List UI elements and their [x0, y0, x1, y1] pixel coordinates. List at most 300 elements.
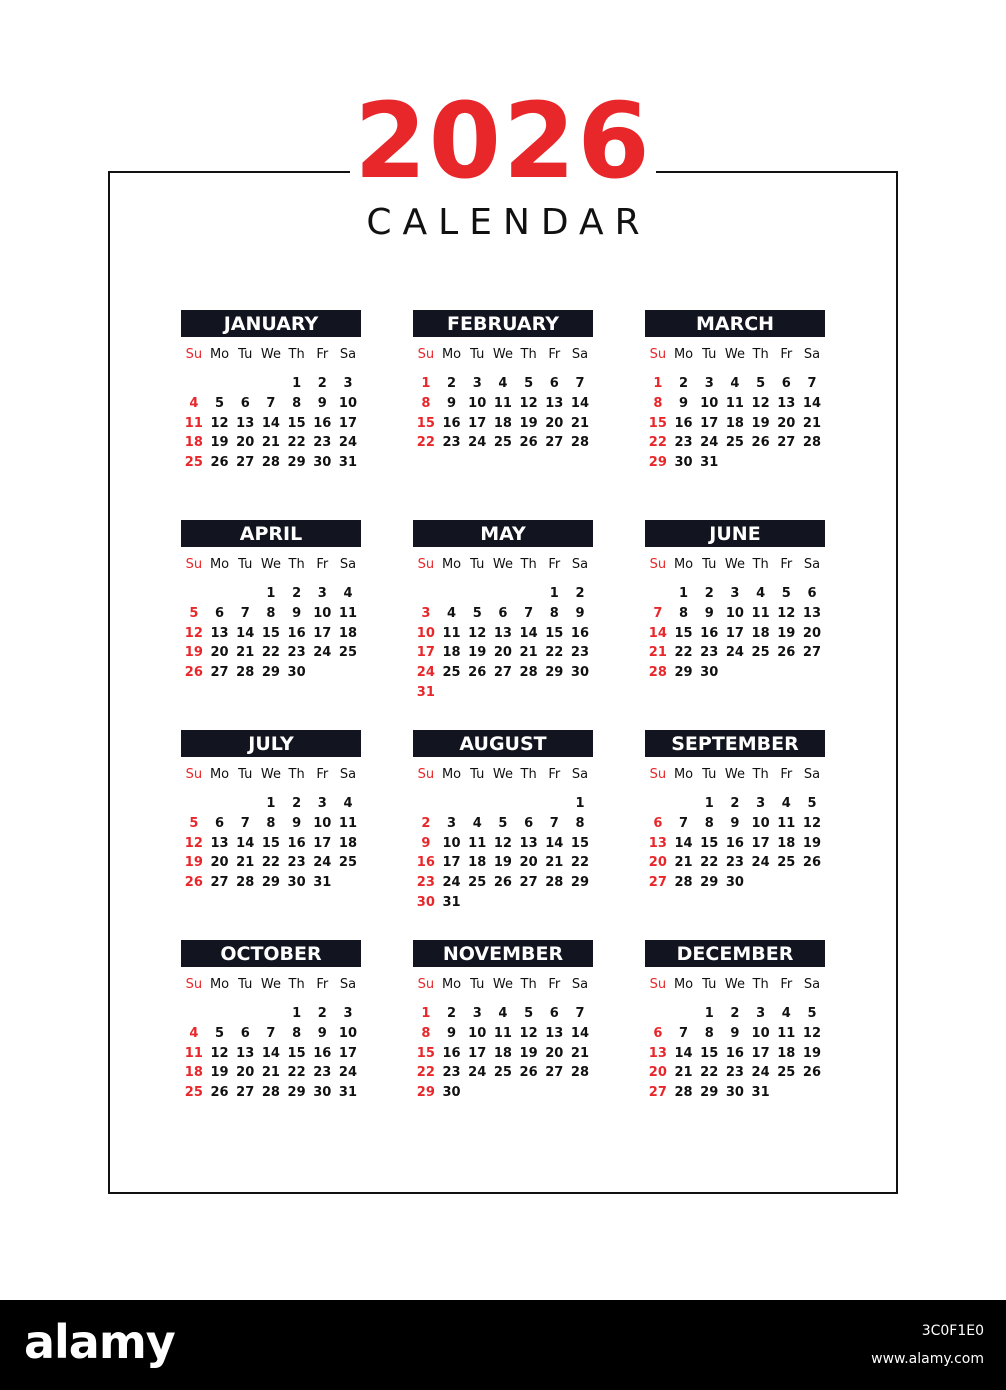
weekday-header-row [413, 765, 593, 785]
day-cell: 13 [236, 415, 255, 431]
day-cell: 3 [317, 796, 327, 811]
day-cell: 30 [442, 1085, 461, 1101]
weekday-header-row [645, 975, 825, 995]
day-cell: 1 [266, 796, 276, 811]
day-cell: 23 [287, 855, 306, 871]
day-cell: 4 [756, 586, 766, 601]
day-cell: 24 [751, 1065, 770, 1081]
day-cell: 16 [570, 625, 590, 641]
day-cell: 19 [802, 835, 822, 851]
day-cell: 5 [498, 815, 508, 831]
weekday-header-row [413, 555, 593, 575]
day-cell: 14 [236, 835, 255, 851]
day-cell: 12 [210, 1045, 229, 1061]
day-blank [671, 1004, 697, 1024]
weekday-label: Su [417, 557, 435, 572]
day-cell: 2 [704, 586, 714, 601]
day-cell: 11 [777, 815, 796, 831]
weekday-label: Su [649, 347, 667, 362]
day-cell: 9 [447, 395, 457, 411]
day-cell: 8 [421, 1025, 431, 1041]
day-cell: 7 [679, 815, 689, 831]
weekday-label: Th [288, 557, 305, 572]
day-cell: 13 [519, 835, 538, 851]
day-cell: 20 [545, 415, 564, 431]
day-grid [413, 794, 593, 913]
day-cell: 2 [292, 796, 302, 811]
day-cell: 3 [756, 796, 766, 811]
day-cell: 30 [700, 665, 719, 681]
weekday-label: Su [649, 557, 667, 572]
day-cell: 23 [725, 1065, 744, 1081]
day-cell: 28 [236, 665, 255, 681]
day-cell: 3 [343, 1006, 353, 1021]
day-cell: 4 [343, 586, 353, 601]
day-cell: 4 [781, 1006, 791, 1021]
day-cell: 21 [802, 415, 822, 431]
weekday-label: Tu [238, 347, 253, 362]
weekday-header-row [413, 345, 593, 365]
day-cell: 14 [545, 835, 564, 851]
day-cell: 15 [648, 415, 667, 431]
day-cell: 13 [545, 1025, 564, 1041]
day-cell: 24 [442, 875, 461, 891]
day-cell: 30 [570, 665, 590, 681]
weekday-label: Sa [571, 347, 589, 362]
day-cell: 5 [807, 1006, 817, 1021]
day-cell: 6 [653, 815, 663, 831]
day-cell: 8 [653, 395, 663, 411]
day-cell: 11 [184, 415, 203, 431]
day-cell: 8 [266, 605, 276, 621]
month-title: SEPTEMBER [645, 730, 825, 757]
day-grid [181, 794, 361, 893]
day-blank [464, 794, 490, 814]
day-cell: 15 [287, 1045, 306, 1061]
day-cell: 24 [416, 665, 435, 681]
day-cell: 7 [653, 605, 663, 621]
day-cell: 16 [416, 855, 435, 871]
day-cell: 31 [751, 1085, 770, 1101]
day-cell: 5 [472, 605, 482, 621]
day-cell: 12 [751, 395, 770, 411]
day-cell: 22 [674, 645, 693, 661]
day-cell: 17 [700, 415, 719, 431]
day-cell: 30 [313, 455, 332, 471]
day-cell: 6 [653, 1025, 663, 1041]
day-cell: 4 [343, 796, 353, 811]
weekday-label: Th [520, 977, 537, 992]
day-cell: 4 [189, 1025, 199, 1041]
month-march [645, 310, 825, 473]
day-cell: 2 [292, 586, 302, 601]
day-cell: 8 [421, 395, 431, 411]
day-cell: 3 [730, 586, 740, 601]
day-cell: 14 [236, 625, 255, 641]
day-cell: 25 [184, 455, 203, 471]
day-cell: 12 [802, 1025, 822, 1041]
weekday-label: Mo [441, 977, 462, 992]
day-cell: 22 [570, 855, 590, 871]
month-july [181, 730, 361, 893]
weekday-label: Th [752, 977, 769, 992]
day-cell: 10 [338, 1025, 358, 1041]
day-cell: 4 [472, 815, 482, 831]
day-cell: 26 [468, 665, 487, 681]
day-cell: 10 [442, 835, 461, 851]
weekday-label: Mo [209, 977, 230, 992]
day-cell: 6 [498, 605, 508, 621]
weekday-label: Mo [209, 347, 230, 362]
day-blank [207, 374, 233, 394]
day-blank [490, 584, 516, 604]
weekday-header-row [413, 975, 593, 995]
day-cell: 1 [653, 376, 663, 391]
day-cell: 25 [777, 855, 796, 871]
day-cell: 26 [184, 665, 203, 681]
weekday-label: Su [185, 557, 203, 572]
day-cell: 26 [210, 1085, 229, 1101]
weekday-label: Mo [209, 557, 230, 572]
day-cell: 4 [447, 605, 457, 621]
day-cell: 5 [189, 605, 199, 621]
weekday-label: Th [752, 557, 769, 572]
day-cell: 29 [416, 1085, 435, 1101]
day-cell: 15 [261, 625, 280, 641]
weekday-header-row [181, 975, 361, 995]
day-cell: 8 [292, 1025, 302, 1041]
day-grid [181, 374, 361, 473]
day-cell: 13 [802, 605, 822, 621]
day-cell: 26 [493, 875, 512, 891]
day-cell: 29 [700, 1085, 719, 1101]
weekday-label: Su [417, 977, 435, 992]
day-cell: 18 [338, 835, 358, 851]
day-blank [207, 1004, 233, 1024]
day-cell: 15 [570, 835, 590, 851]
day-cell: 23 [313, 435, 332, 451]
weekday-label: Fr [780, 557, 793, 572]
day-cell: 25 [338, 855, 358, 871]
day-cell: 14 [674, 835, 693, 851]
day-cell: 9 [292, 815, 302, 831]
day-cell: 28 [570, 1065, 590, 1081]
day-cell: 12 [493, 835, 512, 851]
day-cell: 22 [416, 1065, 435, 1081]
day-cell: 18 [493, 1045, 512, 1061]
day-cell: 1 [421, 1006, 431, 1021]
day-cell: 23 [674, 435, 693, 451]
day-cell: 22 [287, 435, 306, 451]
weekday-label: Tu [238, 557, 253, 572]
weekday-label: Fr [548, 767, 561, 782]
day-cell: 12 [777, 605, 796, 621]
day-cell: 7 [575, 1006, 585, 1021]
day-cell: 8 [704, 815, 714, 831]
day-cell: 20 [648, 1065, 667, 1081]
weekday-label: Sa [339, 767, 357, 782]
day-cell: 18 [184, 435, 203, 451]
day-cell: 16 [674, 415, 693, 431]
day-cell: 22 [287, 1065, 306, 1081]
day-cell: 18 [751, 625, 770, 641]
calendar-year: 2026 [354, 80, 652, 202]
day-cell: 5 [215, 1025, 225, 1041]
day-blank [181, 584, 207, 604]
day-cell: 23 [442, 1065, 461, 1081]
weekday-label: Sa [803, 767, 821, 782]
day-cell: 1 [421, 376, 431, 391]
day-cell: 11 [725, 395, 744, 411]
day-cell: 30 [725, 1085, 744, 1101]
day-blank [207, 794, 233, 814]
day-cell: 8 [266, 815, 276, 831]
day-cell: 28 [236, 875, 255, 891]
weekday-label: Mo [673, 977, 694, 992]
day-cell: 27 [519, 875, 538, 891]
day-cell: 27 [493, 665, 512, 681]
day-cell: 29 [648, 455, 667, 471]
day-cell: 23 [287, 645, 306, 661]
day-cell: 14 [648, 625, 667, 641]
day-cell: 31 [313, 875, 332, 891]
weekday-label: Tu [470, 347, 485, 362]
day-cell: 26 [210, 455, 229, 471]
day-cell: 19 [519, 415, 538, 431]
day-cell: 27 [545, 435, 564, 451]
weekday-label: Tu [238, 977, 253, 992]
day-cell: 1 [292, 1006, 302, 1021]
day-cell: 9 [447, 1025, 457, 1041]
day-cell: 29 [287, 455, 306, 471]
day-cell: 2 [317, 1006, 327, 1021]
day-cell: 9 [317, 395, 327, 411]
day-cell: 17 [468, 1045, 487, 1061]
day-cell: 10 [725, 605, 744, 621]
day-cell: 18 [442, 645, 461, 661]
day-blank [516, 794, 542, 814]
day-cell: 2 [575, 586, 585, 601]
day-blank [232, 584, 258, 604]
day-cell: 1 [292, 376, 302, 391]
day-blank [541, 794, 567, 814]
weekday-label: We [724, 347, 745, 362]
weekday-label: Mo [441, 347, 462, 362]
day-cell: 27 [210, 875, 229, 891]
day-blank [464, 584, 490, 604]
day-cell: 10 [468, 1025, 487, 1041]
day-cell: 17 [338, 1045, 358, 1061]
day-cell: 12 [519, 1025, 538, 1041]
weekday-label: Tu [470, 557, 485, 572]
weekday-label: Tu [470, 977, 485, 992]
weekday-label: We [492, 977, 513, 992]
day-cell: 26 [519, 1065, 538, 1081]
month-title: MAY [413, 520, 593, 547]
image-id: 3C0F1E0 [921, 1323, 984, 1339]
day-cell: 3 [472, 376, 482, 391]
day-cell: 5 [524, 376, 534, 391]
day-cell: 3 [447, 815, 457, 831]
day-cell: 27 [648, 1085, 667, 1101]
weekday-label: Mo [441, 557, 462, 572]
day-cell: 9 [704, 605, 714, 621]
day-cell: 27 [210, 665, 229, 681]
day-cell: 18 [184, 1065, 203, 1081]
day-cell: 8 [575, 815, 585, 831]
day-blank [181, 1004, 207, 1024]
day-cell: 17 [725, 625, 744, 641]
weekday-label: Th [520, 557, 537, 572]
day-cell: 30 [287, 875, 306, 891]
day-blank [258, 374, 284, 394]
day-cell: 15 [674, 625, 693, 641]
weekday-label: Th [520, 767, 537, 782]
day-cell: 24 [338, 1065, 358, 1081]
day-cell: 4 [730, 376, 740, 391]
day-cell: 4 [781, 796, 791, 811]
weekday-header-row [181, 765, 361, 785]
day-cell: 19 [493, 855, 512, 871]
day-cell: 17 [338, 415, 358, 431]
day-cell: 10 [468, 395, 487, 411]
day-cell: 25 [442, 665, 461, 681]
day-cell: 22 [700, 855, 719, 871]
day-cell: 17 [416, 645, 435, 661]
weekday-label: Tu [702, 347, 717, 362]
day-cell: 5 [189, 815, 199, 831]
day-cell: 4 [498, 376, 508, 391]
day-cell: 2 [730, 796, 740, 811]
day-grid [181, 584, 361, 683]
weekday-label: Su [417, 767, 435, 782]
day-cell: 14 [570, 1025, 590, 1041]
weekday-label: Sa [803, 347, 821, 362]
day-cell: 11 [338, 605, 358, 621]
day-cell: 16 [287, 625, 306, 641]
day-blank [181, 374, 207, 394]
day-cell: 8 [679, 605, 689, 621]
weekday-label: Sa [339, 977, 357, 992]
day-cell: 6 [215, 605, 225, 621]
day-cell: 12 [468, 625, 487, 641]
day-cell: 5 [781, 586, 791, 601]
weekday-label: Fr [548, 557, 561, 572]
day-cell: 18 [725, 415, 744, 431]
day-cell: 17 [751, 1045, 770, 1061]
weekday-header-row [645, 345, 825, 365]
day-cell: 17 [468, 415, 487, 431]
day-cell: 28 [674, 1085, 693, 1101]
day-cell: 6 [549, 376, 559, 391]
day-cell: 25 [468, 875, 487, 891]
day-cell: 20 [236, 1065, 255, 1081]
weekday-label: Mo [441, 767, 462, 782]
day-cell: 3 [421, 605, 431, 621]
day-cell: 20 [493, 645, 512, 661]
month-april [181, 520, 361, 683]
day-cell: 10 [751, 1025, 770, 1041]
day-cell: 28 [545, 875, 564, 891]
day-blank [413, 794, 439, 814]
day-cell: 22 [648, 435, 667, 451]
day-cell: 15 [545, 625, 564, 641]
weekday-label: We [260, 347, 281, 362]
day-cell: 23 [725, 855, 744, 871]
day-cell: 22 [700, 1065, 719, 1081]
day-grid [181, 1004, 361, 1103]
day-blank [232, 794, 258, 814]
weekday-label: Sa [571, 557, 589, 572]
day-cell: 10 [416, 625, 435, 641]
day-cell: 28 [261, 455, 280, 471]
day-cell: 8 [549, 605, 559, 621]
weekday-label: Su [185, 347, 203, 362]
weekday-label: Mo [673, 557, 694, 572]
day-cell: 13 [545, 395, 564, 411]
day-cell: 26 [519, 435, 538, 451]
day-cell: 6 [240, 395, 250, 411]
day-cell: 24 [313, 645, 332, 661]
day-cell: 19 [210, 435, 229, 451]
weekday-label: We [724, 767, 745, 782]
day-cell: 22 [416, 435, 435, 451]
day-cell: 1 [266, 586, 276, 601]
day-cell: 14 [261, 1045, 280, 1061]
month-title: JANUARY [181, 310, 361, 337]
day-cell: 16 [442, 415, 461, 431]
brand-logo: alamy [24, 1315, 175, 1369]
day-cell: 30 [287, 665, 306, 681]
weekday-label: Mo [209, 767, 230, 782]
day-cell: 21 [236, 855, 255, 871]
day-cell: 17 [442, 855, 461, 871]
day-cell: 22 [261, 645, 280, 661]
day-cell: 1 [704, 1006, 714, 1021]
weekday-label: We [724, 977, 745, 992]
day-cell: 14 [570, 395, 590, 411]
day-cell: 13 [648, 835, 667, 851]
day-cell: 22 [545, 645, 564, 661]
day-cell: 20 [519, 855, 538, 871]
day-cell: 3 [472, 1006, 482, 1021]
day-cell: 2 [317, 376, 327, 391]
day-cell: 8 [292, 395, 302, 411]
day-cell: 16 [287, 835, 306, 851]
day-cell: 10 [700, 395, 719, 411]
day-cell: 28 [802, 435, 822, 451]
month-title: APRIL [181, 520, 361, 547]
day-cell: 21 [674, 1065, 693, 1081]
day-cell: 7 [266, 395, 276, 411]
weekday-label: We [492, 767, 513, 782]
weekday-label: Tu [702, 557, 717, 572]
day-cell: 12 [802, 815, 822, 831]
day-cell: 25 [493, 1065, 512, 1081]
day-blank [232, 1004, 258, 1024]
day-cell: 16 [700, 625, 719, 641]
day-cell: 17 [751, 835, 770, 851]
frame-right-line [896, 171, 898, 1194]
day-cell: 2 [679, 376, 689, 391]
day-cell: 25 [493, 435, 512, 451]
weekday-label: Sa [803, 977, 821, 992]
day-cell: 31 [700, 455, 719, 471]
day-cell: 2 [447, 376, 457, 391]
day-cell: 9 [575, 605, 585, 621]
day-cell: 19 [468, 645, 487, 661]
month-title: JUNE [645, 520, 825, 547]
